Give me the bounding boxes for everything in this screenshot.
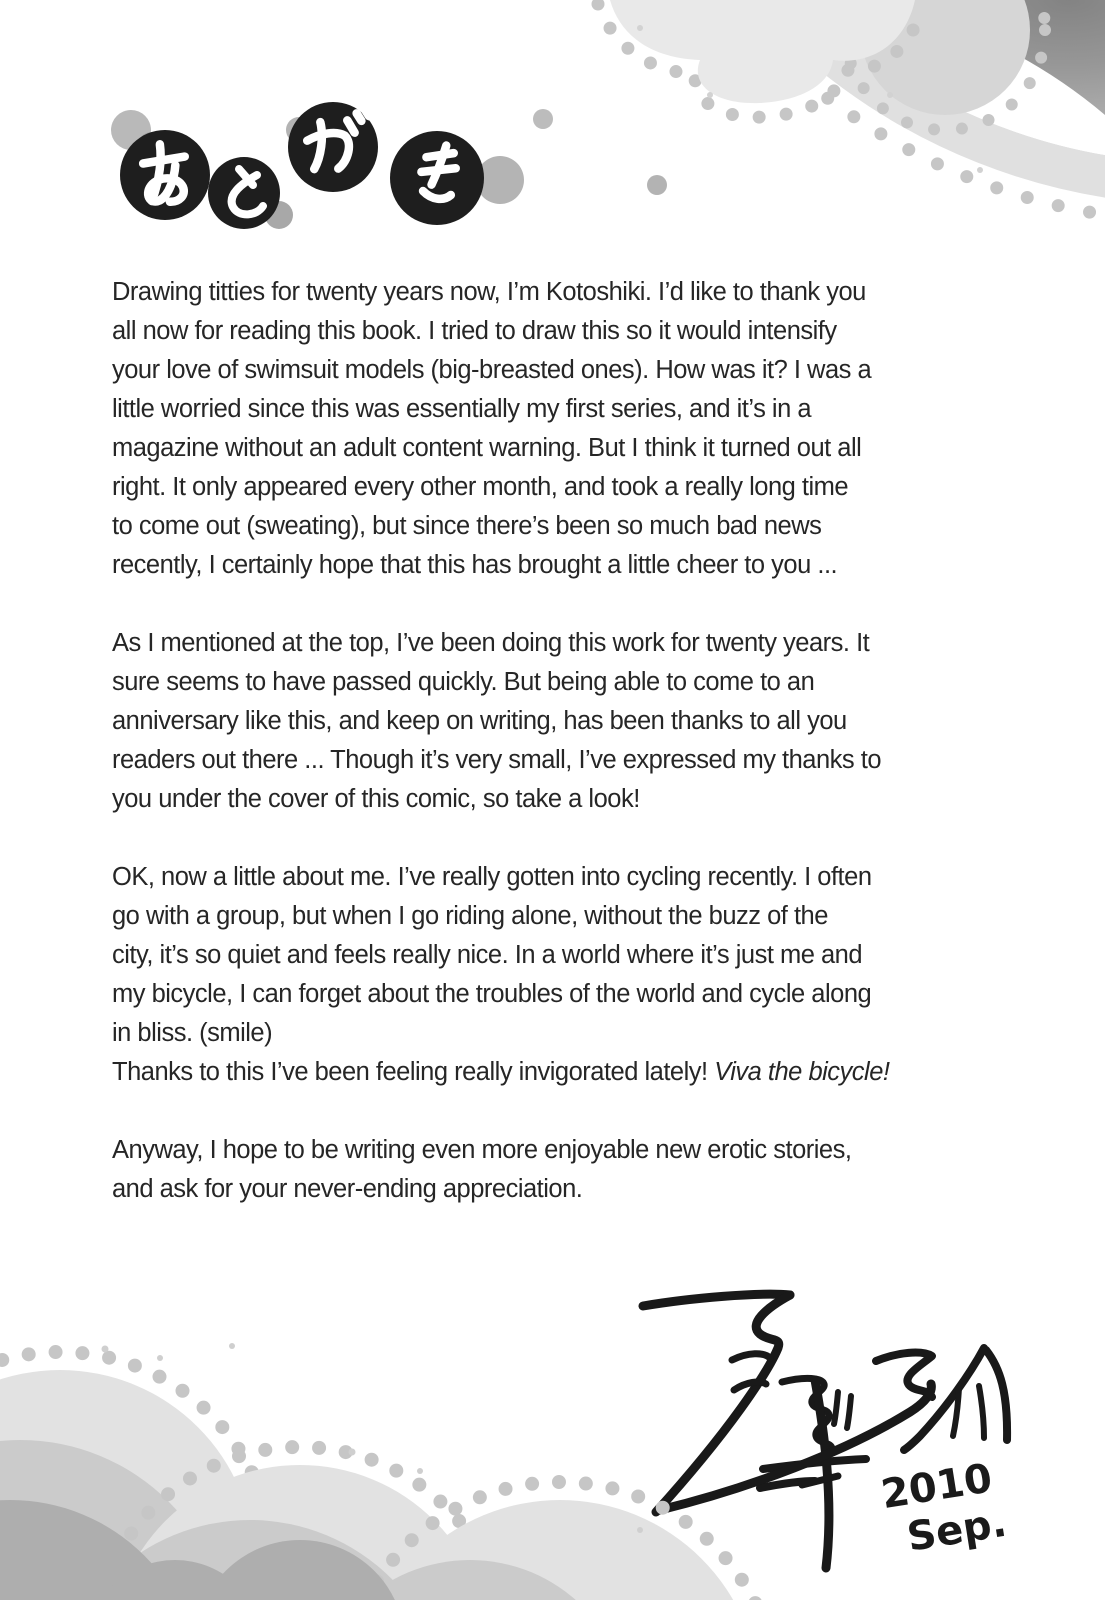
text-line: OK, now a little about me. I’ve really gotten into cycling recently. I often: [112, 863, 872, 891]
text-line: little worried since this was essentially my first series, and it’s in a: [112, 395, 812, 423]
artist-signature: [610, 1240, 1030, 1580]
text-line: and ask for your never-ending appreciation.: [112, 1175, 583, 1203]
paragraph: [112, 273, 1012, 585]
text-line: Anyway, I hope to be writing even more enjoyable new erotic stories,: [112, 1136, 852, 1164]
text-line: Drawing titties for twenty years now, I’m Kotoshiki. I’d like to thank you: [112, 278, 866, 306]
title-accent-dot: [533, 109, 553, 129]
text-line: in bliss. (smile): [112, 1019, 273, 1047]
text-line: your love of swimsuit models (big-breasted ones). How was it? I was a: [112, 356, 872, 384]
afterword-text: [112, 273, 1012, 1209]
text-line: sure seems to have passed quickly. But being able to come to an: [112, 668, 815, 696]
afterword-title: [90, 85, 690, 245]
signature-month: Sep.: [904, 1499, 1010, 1561]
text-line: city, it’s so quiet and feels really nice. In a world where it’s just me and: [112, 941, 863, 969]
paragraph: [112, 858, 1012, 1092]
text-line: all now for reading this book. I tried to draw this so it would intensify: [112, 317, 837, 345]
text-line: As I mentioned at the top, I’ve been doing this work for twenty years. It: [112, 629, 870, 657]
text-line: Thanks to this I’ve been feeling really invigorated lately! Viva the bicycle!: [112, 1058, 890, 1086]
text-line: you under the cover of this comic, so take a look!: [112, 785, 640, 813]
title-accent-dot: [647, 175, 667, 195]
paragraph: [112, 1131, 1012, 1209]
text-line: go with a group, but when I go riding alone, without the buzz of the: [112, 902, 828, 930]
paragraph: [112, 624, 1012, 819]
text-line: magazine without an adult content warning. But I think it turned out all: [112, 434, 862, 462]
signature-year: 2010: [878, 1455, 996, 1519]
text-line: recently, I certainly hope that this has brought a little cheer to you ...: [112, 551, 838, 579]
text-line: my bicycle, I can forget about the troubles of the world and cycle along: [112, 980, 872, 1008]
text-line: readers out there ... Though it’s very small, I’ve expressed my thanks to: [112, 746, 882, 774]
text-line: right. It only appeared every other month, and took a really long time: [112, 473, 849, 501]
text-line: anniversary like this, and keep on writing, has been thanks to all you: [112, 707, 847, 735]
text-line: to come out (sweating), but since there’s been so much bad news: [112, 512, 822, 540]
